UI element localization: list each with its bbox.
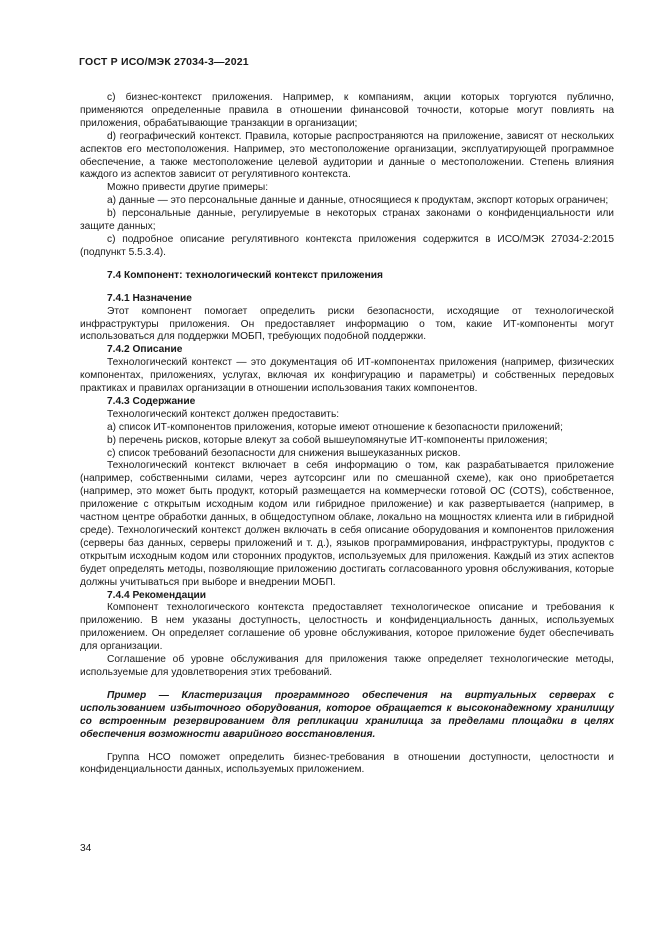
list-item: b) персональные данные, регулируемые в некоторых странах законами о конфиденциальности или защите данных;	[80, 208, 614, 233]
paragraph: Группа НСО поможет определить бизнес-требования в отношении доступности, целостности и конфиденциальности данных, используемых приложением.	[80, 751, 614, 776]
paragraph: Соглашение об уровне обслуживания для приложения также определяет технологические методы, используемые для удовлетворения этих требований.	[80, 654, 614, 678]
subsection-heading: 7.4.1 Назначение	[107, 292, 192, 304]
example-label: Пример —	[107, 689, 169, 701]
paragraph: Технологический контекст должен предоставить:	[107, 408, 340, 420]
list-item: b) перечень рисков, которые влекут за собой вышеупомянутые ИТ-компоненты приложения;	[107, 434, 548, 446]
page-number: 34	[80, 843, 92, 854]
paragraph: d) географический контекст. Правила, которые распространяются на приложение, зависят от нескольких аспектов его местоположения. Например, это местоположение организации, эксплуатирующей программное обеспечение, а также местоположение целевой аудитории и данные о местоположении. Степень влияния каждого из аспектов зависит от регулятивного контекста.	[80, 130, 614, 181]
paragraph: Этот компонент помогает определить риски безопасности, исходящие от технологической инфраструктуры приложения. Он предоставляет информацию о том, какие ИТ-компоненты могут использоваться для поддержки МОБП, требующих подобной поддержки.	[80, 305, 614, 343]
page-body	[80, 92, 614, 777]
paragraph: c) бизнес-контекст приложения. Например, к компаниям, акции которых торгуются публично, применяются определенные правила в отношении финансовой точности, которые могут повлиять на приложения, обрабатывающие транзакции в организации;	[80, 92, 614, 129]
example-note	[80, 690, 614, 742]
paragraph: Компонент технологического контекста предоставляет технологическое описание и требования к приложению. В нем указаны доступность, целостность и конфиденциальность данных, используемых приложением. Он определяет соглашение об уровне обслуживания, которое приложение будет обеспечивать для организации.	[80, 602, 614, 653]
section-heading: 7.4 Компонент: технологический контекст приложения	[107, 269, 383, 281]
subsection-heading: 7.4.3 Содержание	[107, 395, 196, 407]
subsection-heading: 7.4.4 Рекомендации	[107, 589, 207, 601]
example-text: Кластеризация программного обеспечения на виртуальных серверах с использованием избыточного оборудования, которое обращается к высоконадежному хранилищу со встроенным резервированием для репликации хранилища за пределами площадки в целях обеспечения возможности аварийного восстановления.	[80, 689, 614, 740]
document-header: ГОСТ Р ИСО/МЭК 27034-3—2021	[79, 56, 249, 68]
list-item: a) данные — это персональные данные и данные, относящиеся к продуктам, экспорт которых ограничен;	[107, 195, 609, 207]
list-item: a) список ИТ-компонентов приложения, которые имеют отношение к безопасности приложений;	[107, 421, 563, 433]
paragraph: Технологический контекст включает в себя информацию о том, как разрабатывается приложение (например, собственными силами, через аутсорсинг или по смешанной схеме), как оно приобретается (например, это может быть продукт, который размещается на коммерчески готовой ОС (COTS), собственное, приложение с открытым исходным кодом или гибридное приложение) и как развертывается (например, в частном центре обработки данных, в общедоступном облаке, локально на мощностях клиента или в гибридной среде). Технологический контекст должен включать в себя описание оборудования и компонентов приложения (серверы баз данных, серверы приложений и т. д.), языков программирования, инфраструктуры, продуктов с открытым исходным кодом или сторонних продуктов, используемых для приложения. Каждый из этих аспектов будет определять методы, позволяющие приложению достигать согласованного уровня обслуживания, которые должны учитываться при выборе и внедрении МОБП.	[80, 460, 614, 588]
paragraph: Можно привести другие примеры:	[107, 182, 269, 194]
list-item: c) список требований безопасности для снижения вышеуказанных рисков.	[107, 447, 461, 459]
subsection-heading: 7.4.2 Описание	[107, 344, 183, 356]
paragraph: Технологический контекст — это документация об ИТ-компонентах приложения (например, физических компонентах, приложениях, услугах, включая их конфигурацию и параметры) и собственных передовых практиках и правилах организации в отношении использования таких компонентов.	[80, 357, 614, 395]
list-item: c) подробное описание регулятивного контекста приложения содержится в ИСО/МЭК 27034-2:2015 (подпункт 5.5.3.4).	[80, 233, 614, 258]
